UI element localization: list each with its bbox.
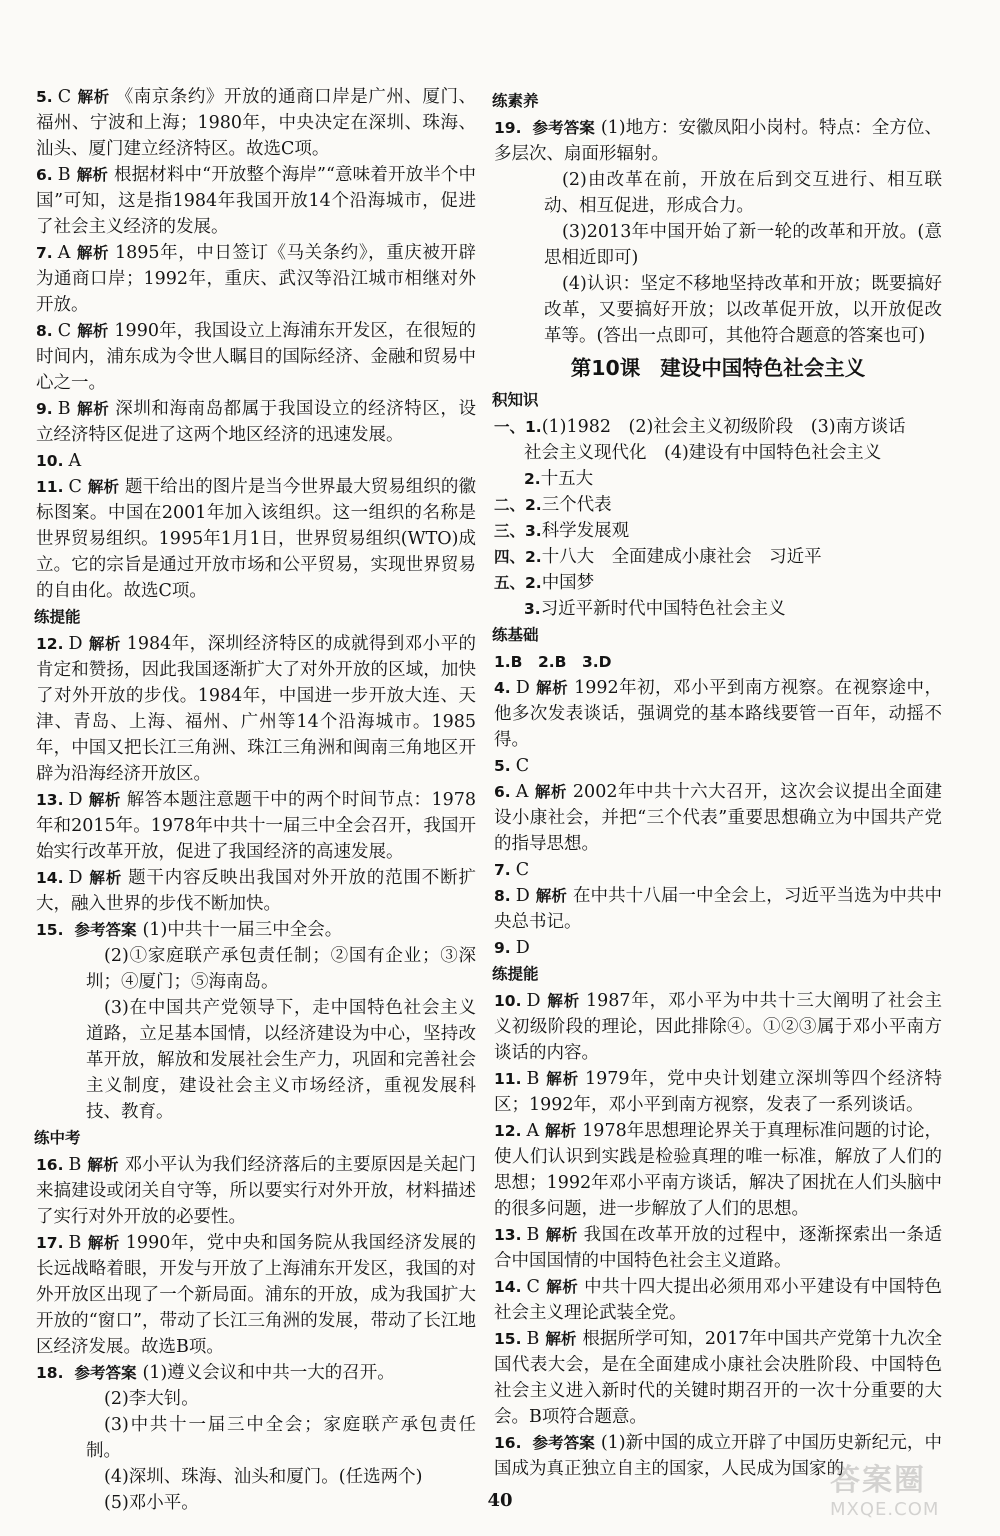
- reference-answer-first: (1)地方：安徽凤阳小岗村。特点：全方位、多层次、扇面形辐射。: [494, 118, 942, 164]
- page-number: 40: [487, 1490, 513, 1511]
- lesson-number: 第10课: [570, 356, 641, 380]
- item-analysis-text: 1987年，邓小平为中共十三大阐明了社会主义初级阶段的理论，因此排除④。①②③属于邓小平南方谈话的内容。: [494, 991, 942, 1063]
- item-answer: A: [526, 1121, 540, 1141]
- answer-item: [36, 865, 476, 917]
- item-analysis-text: 1992年初，邓小平到南方视察。在视察途中，他多次发表谈话，强调党的基本路线要管一百年，动摇不得。: [494, 678, 942, 750]
- item-answer: D: [68, 790, 83, 810]
- basic-answers-line: 1.B 2.B 3.D: [494, 653, 612, 671]
- item-analysis-text: 中共十四大提出必须用邓小平建设有中国特色社会主义理论武装全党。: [494, 1277, 942, 1323]
- knowledge-line: [494, 518, 942, 544]
- section-heading: 积知识: [492, 391, 539, 409]
- answer-item: [494, 857, 942, 883]
- analysis-tag: 解析: [545, 1330, 577, 1348]
- analysis-tag: 解析: [545, 1070, 579, 1088]
- answer-item: [36, 1152, 476, 1230]
- reference-answer-sub: (5)邓小平。: [104, 1493, 199, 1513]
- knowledge-lead: 2.: [524, 470, 541, 488]
- item-analysis-text: 邓小平认为我们经济落后的主要原因是关起门来搞建设或闭关自守等，所以要实行对外开放，材料描述了实行对外开放的必要性。: [36, 1155, 476, 1227]
- item-number: 14.: [36, 869, 64, 887]
- reference-answer: [494, 115, 942, 167]
- analysis-tag: 解析: [88, 791, 121, 809]
- reference-answer-first: (1)遵义会议和中共一大的召开。: [142, 1363, 395, 1383]
- item-analysis-text: 《南京条约》开放的通商口岸是广州、厦门、福州、宁波和上海；1980年，中央决定在深圳、珠海、汕头、厦门建立经济特区。故选C项。: [36, 87, 476, 159]
- answer-item: [36, 162, 476, 240]
- item-number: 5.: [36, 88, 53, 106]
- reference-answer: [36, 1360, 476, 1386]
- item-analysis-text: 1990年，党中央和国务院从我国经济发展的长远战略着眼，开发与开放了上海浦东开发区，我国的对外开放区出现了一个新局面。浦东的开放，成为我国扩大开放的“窗口”，带动了长江三角洲的发展，带动了长江地区经济发展。故选B项。: [36, 1233, 476, 1357]
- analysis-tag: 解析: [76, 166, 108, 184]
- knowledge-lead: 四、2.: [494, 548, 542, 566]
- analysis-tag: 解析: [546, 992, 580, 1010]
- analysis-tag: 解析: [76, 400, 110, 418]
- item-number: 8.: [36, 322, 53, 340]
- knowledge-text: 三个代表: [541, 495, 612, 515]
- item-analysis-text: 根据所学可知，2017年中国共产党第十九次全国代表大会，是在全面建成小康社会决胜阶段、中国特色社会主义进入新时代的关键时期召开的一次十分重要的大会。B项符合题意。: [494, 1329, 942, 1427]
- answer-item: [36, 631, 476, 787]
- lesson-name: 建设中国特色社会主义: [660, 356, 866, 380]
- answer-item: [494, 883, 942, 935]
- answer-item: [36, 240, 476, 318]
- item-number: 4.: [494, 679, 511, 697]
- answer-item: [494, 1066, 942, 1118]
- item-answer: B: [526, 1329, 540, 1349]
- knowledge-text: 科学发展观: [541, 521, 630, 541]
- answer-item: [36, 787, 476, 865]
- item-analysis-text: 我国在改革开放的过程中，逐渐探索出一条适合中国国情的中国特色社会主义道路。: [494, 1225, 942, 1271]
- knowledge-line: [494, 596, 942, 622]
- watermark-logo: [830, 1455, 990, 1525]
- analysis-tag: 解析: [545, 1278, 579, 1296]
- item-answer: B: [526, 1069, 540, 1089]
- item-number: 12.: [36, 635, 64, 653]
- answer-item: [494, 988, 942, 1066]
- item-answer: C: [515, 860, 530, 880]
- reference-answer-sub: (4)认识：坚定不移地坚持改革和开放；既要搞好改革，又要搞好开放；以改革促开放，以开放促改革等。(答出一点即可，其他符合题意的答案也可): [544, 274, 942, 346]
- knowledge-text: 十八大 全面建成小康社会 习近平: [541, 547, 822, 567]
- knowledge-line: [494, 492, 942, 518]
- item-number: 10.: [36, 452, 64, 470]
- item-number: 9.: [494, 939, 511, 957]
- item-analysis-text: 1979年，党中央计划建立深圳等四个经济特区；1992年，邓小平到南方视察，发表了一系列谈话。: [494, 1069, 942, 1115]
- item-answer: B: [526, 1225, 540, 1245]
- section-heading: 练提能: [492, 965, 539, 983]
- analysis-tag: 解析: [77, 322, 109, 340]
- item-number: 16.: [494, 1434, 522, 1452]
- item-answer: D: [515, 886, 530, 906]
- answer-item: [36, 474, 476, 604]
- analysis-tag: 解析: [534, 783, 567, 801]
- knowledge-lead: 二、2.: [494, 496, 542, 514]
- knowledge-line: [494, 544, 942, 570]
- item-answer: D: [515, 938, 530, 958]
- item-number: 13.: [36, 791, 64, 809]
- answer-item: [494, 1274, 942, 1326]
- answer-item: [36, 396, 476, 448]
- item-number: 18.: [36, 1364, 64, 1382]
- item-number: 8.: [494, 887, 511, 905]
- answer-item: [36, 84, 476, 162]
- knowledge-line: [494, 440, 942, 466]
- analysis-tag: 解析: [87, 478, 120, 496]
- answer-item: [36, 1230, 476, 1360]
- answer-item: [494, 1118, 942, 1222]
- analysis-tag: 解析: [545, 1226, 578, 1244]
- item-answer: B: [68, 1233, 82, 1253]
- left-column: [36, 84, 476, 1516]
- knowledge-lead: 一、1.: [494, 418, 542, 436]
- item-analysis-text: 2002年中共十六大召开，这次会议提出全面建设小康社会，并把“三个代表”重要思想确立为中国共产党的指导思想。: [494, 782, 942, 854]
- item-number: 10.: [494, 992, 522, 1010]
- analysis-tag: 解析: [545, 1122, 577, 1140]
- answer-item: [494, 935, 942, 961]
- reference-answer-sub: (3)2013年中国开始了新一轮的改革和开放。(意思相近即可): [544, 222, 942, 268]
- knowledge-text: 十五大: [540, 469, 594, 489]
- analysis-tag: 解析: [76, 244, 110, 262]
- item-number: 6.: [494, 783, 511, 801]
- knowledge-line: [494, 414, 942, 440]
- right-column: [494, 88, 942, 1482]
- answer-item: [494, 1222, 942, 1274]
- answer-item: [36, 448, 476, 474]
- item-number: 5.: [494, 757, 511, 775]
- item-number: 11.: [36, 478, 64, 496]
- reference-answer-sub: (4)深圳、珠海、汕头和厦门。(任选两个): [104, 1467, 423, 1487]
- item-number: 7.: [494, 861, 511, 879]
- item-answer: A: [68, 451, 82, 471]
- knowledge-lead: 3.: [524, 600, 541, 618]
- item-analysis-text: 题干给出的图片是当今世界最大贸易组织的徽标图案。中国在2001年加入该组织。这一组织的名称是世界贸易组织。1995年1月1日，世界贸易组织(WTO)成立。它的宗旨是通过开放市场和公平贸易，实现世界贸易的自由化。故选C项。: [36, 477, 476, 601]
- item-number: 11.: [494, 1070, 522, 1088]
- reference-answer: [36, 917, 476, 943]
- answer-item: [494, 1326, 942, 1430]
- lesson-title: [494, 351, 942, 385]
- knowledge-line: [494, 466, 942, 492]
- answer-item: [494, 779, 942, 857]
- knowledge-text: 习近平新时代中国特色社会主义: [540, 599, 786, 619]
- item-number: 17.: [36, 1234, 64, 1252]
- item-number: 16.: [36, 1156, 64, 1174]
- item-number: 15.: [36, 921, 64, 939]
- knowledge-text: 社会主义现代化 (4)建设有中国特色社会主义: [524, 443, 882, 463]
- item-analysis-text: 题干内容反映出我国对外开放的范围不断扩大，融入世界的步伐不断加快。: [36, 868, 476, 914]
- reference-answer-tag: 参考答案: [532, 119, 595, 137]
- item-answer: B: [57, 399, 71, 419]
- analysis-tag: 解析: [87, 1156, 119, 1174]
- item-answer: B: [68, 1155, 82, 1175]
- item-number: 12.: [494, 1122, 522, 1140]
- reference-answer-tag: 参考答案: [532, 1434, 595, 1452]
- section-heading: 练中考: [34, 1129, 81, 1147]
- knowledge-line: [494, 570, 942, 596]
- item-answer: C: [526, 1277, 540, 1297]
- analysis-tag: 解析: [535, 679, 569, 697]
- item-analysis-text: 1984年，深圳经济特区的成就得到邓小平的肯定和赞扬，因此我国逐渐扩大了对外开放的区域，加快了对外开放的步伐。1984年，中国进一步开放大连、天津、青岛、上海、福州、广州等14个沿海城市。1985年，中国又把长江三角洲、珠江三角洲和闽南三角地区开辟为沿海经济开放区。: [36, 634, 476, 784]
- knowledge-lead: 三、3.: [494, 522, 542, 540]
- item-analysis-text: 1990年，我国设立上海浦东开发区，在很短的时间内，浦东成为令世人瞩目的国际经济、金融和贸易中心之一。: [36, 321, 476, 393]
- item-answer: D: [68, 868, 83, 888]
- item-answer: C: [57, 321, 72, 341]
- item-answer: D: [526, 991, 541, 1011]
- item-answer: C: [68, 477, 82, 497]
- item-analysis-text: 1978年思想理论界关于真理标准问题的讨论，使人们认识到实践是检验真理的唯一标准，解放了人们的思想；1992年邓小平南方谈话，解决了困扰在人们头脑中的很多问题，进一步解放了人们的思想。: [494, 1121, 942, 1219]
- item-number: 19.: [494, 119, 522, 137]
- analysis-tag: 解析: [77, 88, 110, 106]
- analysis-tag: 解析: [535, 887, 567, 905]
- item-analysis-text: 在中共十八届一中全会上，习近平当选为中共中央总书记。: [494, 886, 942, 932]
- reference-answer-first: (1)新中国的成立开辟了中国历史新纪元，中国成为真正独立自主的国家，人民成为国家的: [494, 1433, 942, 1479]
- knowledge-lead: 五、2.: [494, 574, 542, 592]
- watermark-text: 答案圈: [830, 1463, 926, 1498]
- item-answer: A: [57, 243, 71, 263]
- item-answer: D: [515, 678, 530, 698]
- item-analysis-text: 解答本题注意题干中的两个时间节点：1978年和2015年。1978年中共十一届三中全会召开，我国开始实行改革开放，促进了我国经济的高速发展。: [36, 790, 476, 862]
- reference-answer-sub: (3)中共十一届三中全会；家庭联产承包责任制。: [86, 1415, 476, 1461]
- analysis-tag: 解析: [87, 1234, 120, 1252]
- item-answer: C: [57, 87, 72, 107]
- item-answer: B: [57, 165, 71, 185]
- section-heading: 练基础: [492, 626, 539, 644]
- knowledge-text: (1)1982 (2)社会主义初级阶段 (3)南方谈话: [541, 417, 906, 437]
- reference-answer-sub: (2)①家庭联产承包责任制；②国有企业；③深圳；④厦门；⑤海南岛。: [86, 946, 476, 992]
- answer-item: [494, 753, 942, 779]
- item-answer: D: [68, 634, 83, 654]
- answer-item: [36, 318, 476, 396]
- knowledge-text: 中国梦: [541, 573, 595, 593]
- reference-answer-sub: (2)由改革在前，开放在后到交互进行、相互联动、相互促进，形成合力。: [544, 170, 942, 216]
- reference-answer-tag: 参考答案: [74, 1364, 137, 1382]
- section-heading: 练素养: [492, 92, 539, 110]
- item-number: 15.: [494, 1330, 522, 1348]
- item-analysis-text: 1895年，中日签订《马关条约》，重庆被开辟为通商口岸；1992年，重庆、武汉等沿江城市相继对外开放。: [36, 243, 476, 315]
- watermark-url: MXQE.COM: [830, 1499, 940, 1520]
- answer-item: [494, 675, 942, 753]
- item-answer: A: [515, 782, 529, 802]
- reference-answer-first: (1)中共十一届三中全会。: [142, 920, 343, 940]
- item-number: 13.: [494, 1226, 522, 1244]
- analysis-tag: 解析: [88, 635, 121, 653]
- analysis-tag: 解析: [88, 869, 123, 887]
- section-heading: 练提能: [34, 608, 81, 626]
- reference-answer-sub: (2)李大钊。: [104, 1389, 199, 1409]
- item-number: 9.: [36, 400, 53, 418]
- reference-answer-sub: (3)在中国共产党领导下，走中国特色社会主义道路，立足基本国情，以经济建设为中心，坚持改革开放，解放和发展社会生产力，巩固和完善社会主义制度，建设社会主义市场经济，重视发展科技、教育。: [86, 998, 476, 1122]
- item-analysis-text: 根据材料中“开放整个海岸”“意味着开放半个中国”可知，这是指1984年我国开放14个沿海城市，促进了社会主义经济的发展。: [36, 165, 476, 237]
- item-number: 7.: [36, 244, 53, 262]
- reference-answer-tag: 参考答案: [74, 921, 137, 939]
- item-number: 14.: [494, 1278, 522, 1296]
- item-answer: C: [515, 756, 530, 776]
- item-number: 6.: [36, 166, 53, 184]
- item-analysis-text: 深圳和海南岛都属于我国设立的经济特区，设立经济特区促进了这两个地区经济的迅速发展。: [36, 399, 476, 445]
